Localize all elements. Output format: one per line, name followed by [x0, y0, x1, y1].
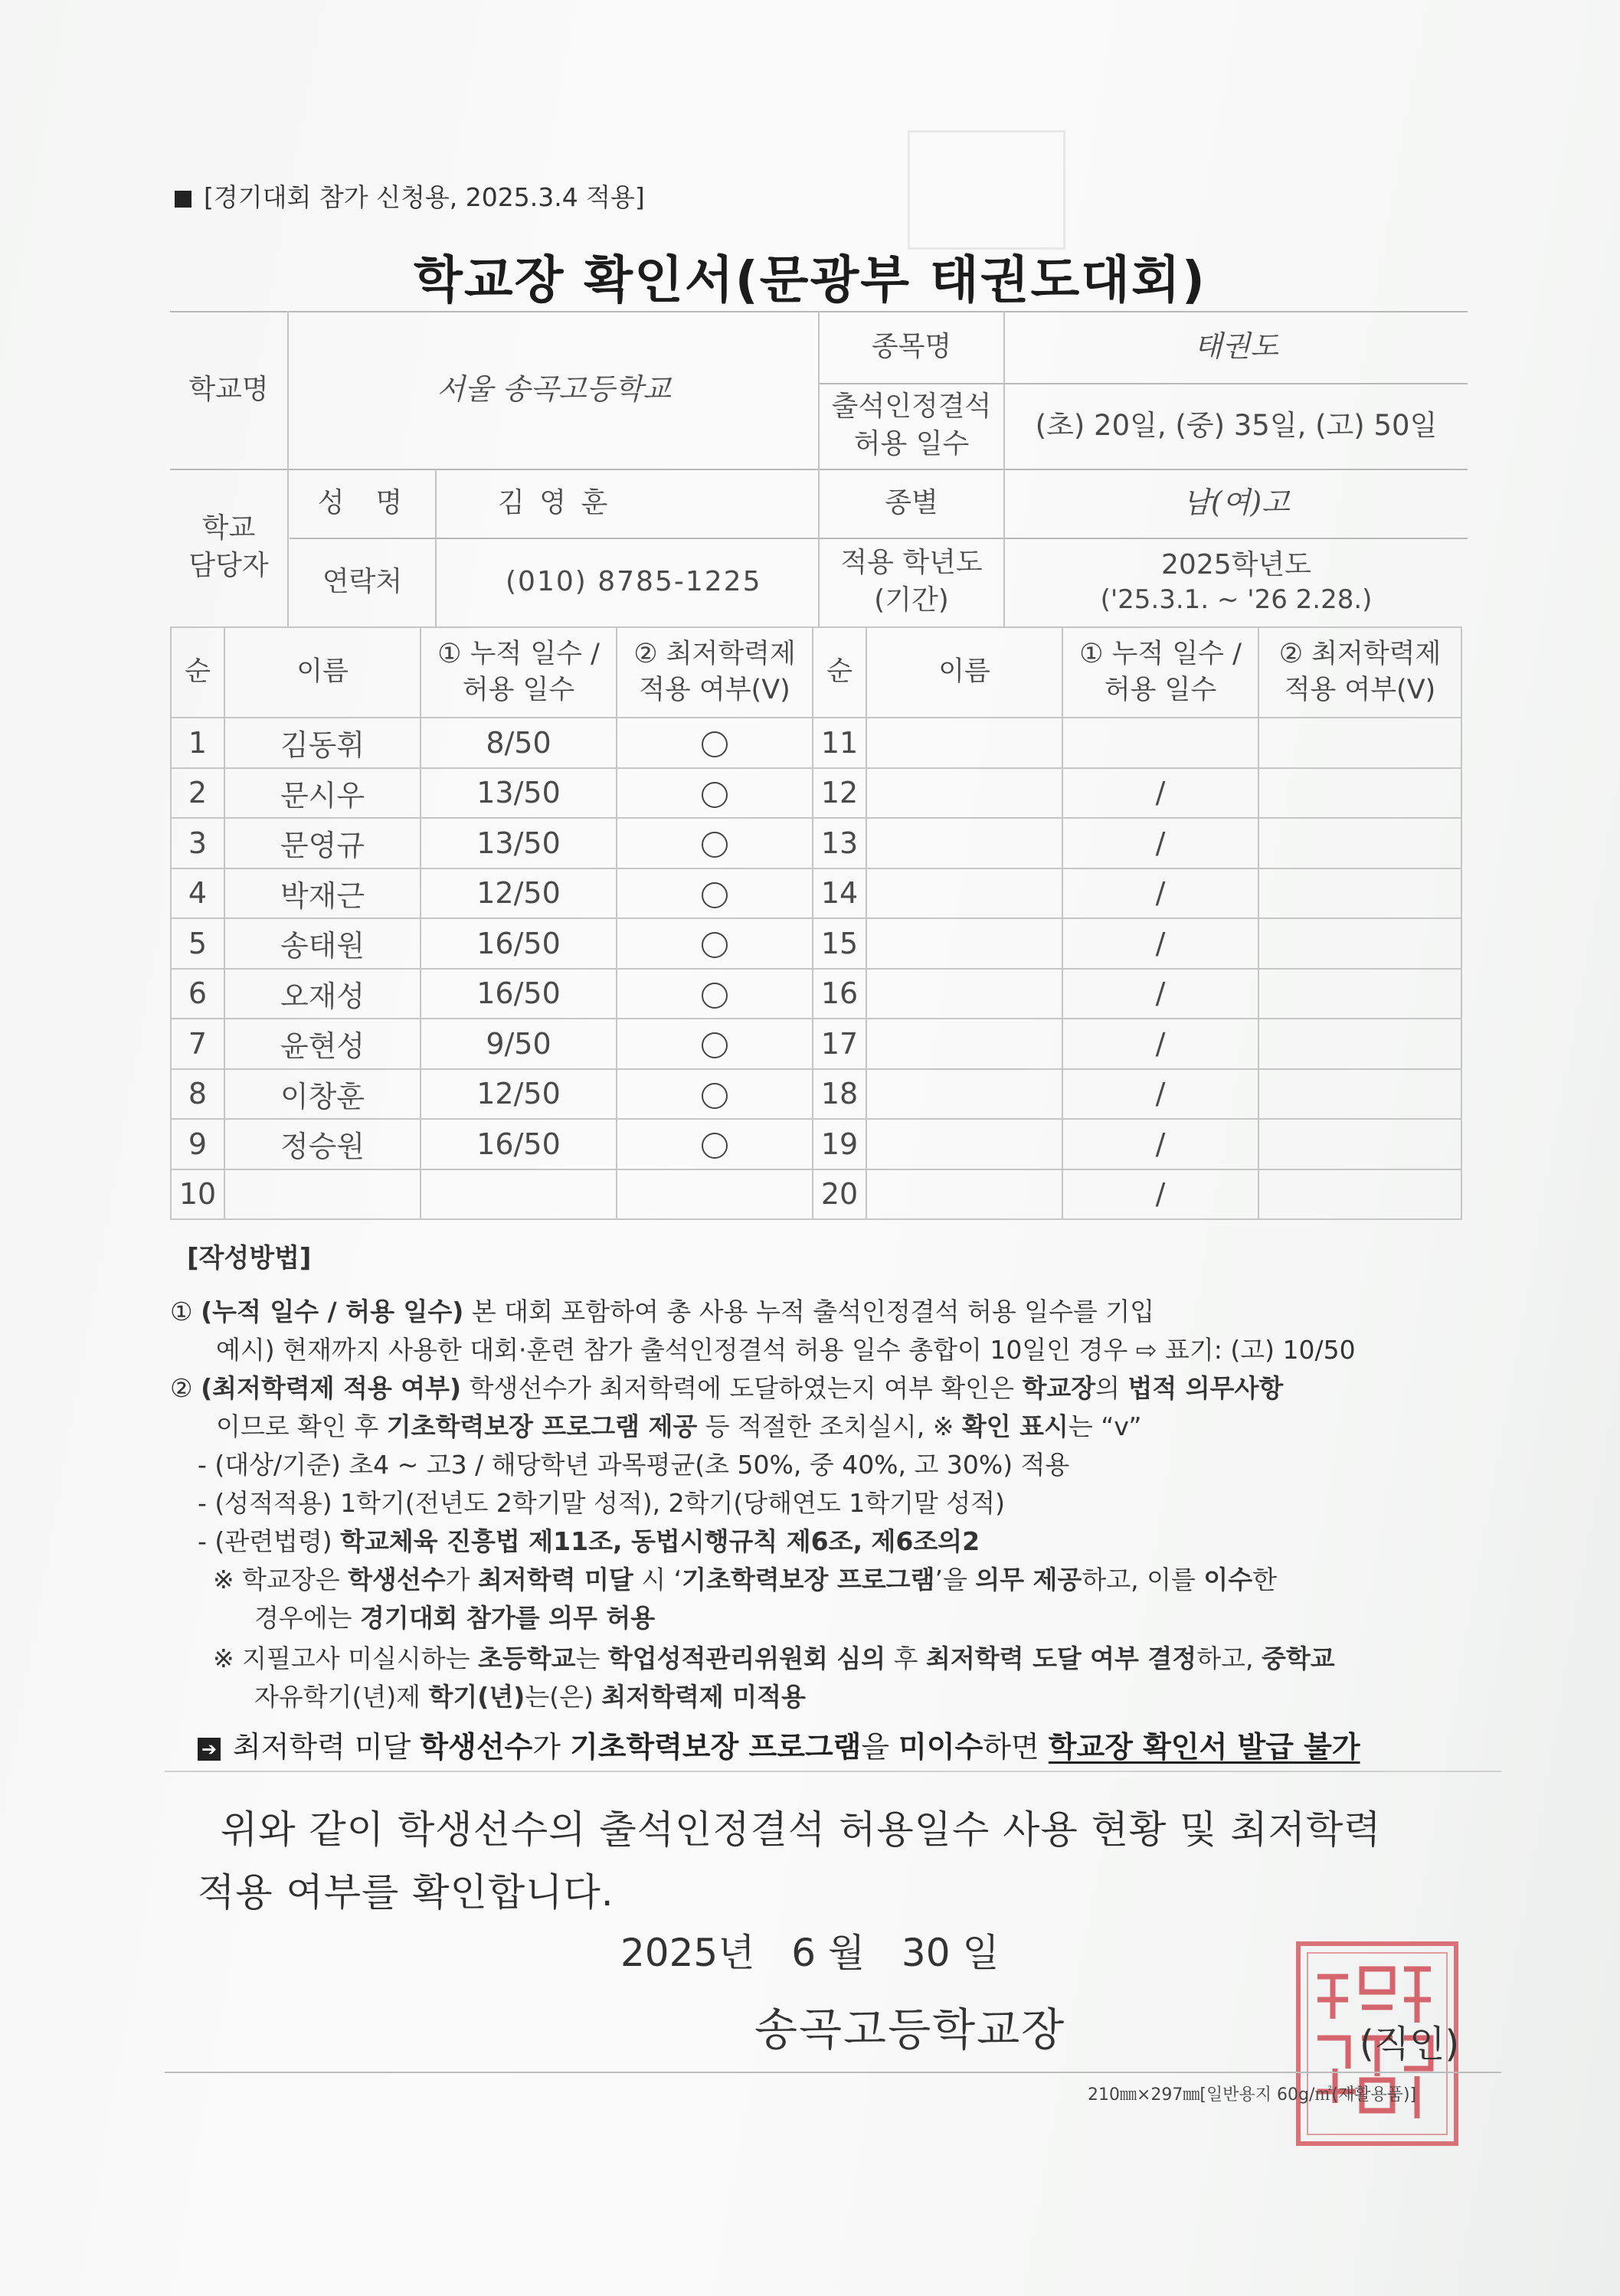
header-name: 이름 [224, 627, 421, 718]
notice-line [198, 1723, 1360, 1765]
circle-mark-icon [702, 1083, 728, 1109]
seal-mark: (직인) [1360, 2023, 1460, 2065]
min-standard-check [617, 818, 813, 868]
row-number: 10 [171, 1169, 224, 1220]
accumulated-days: 13/50 [421, 818, 617, 868]
text: 가 [532, 1730, 571, 1764]
student-name [866, 1019, 1062, 1069]
text: 기초학력보장 프로그램 제공 [386, 1411, 698, 1441]
confirmation-text [198, 1798, 1500, 1924]
header-min-line2: 적용 여부(V) [1284, 675, 1436, 705]
event-label: 종목명 [871, 330, 952, 362]
manager-label-line1: 학교 [201, 512, 256, 545]
year-value-line2: ('25.3.1. ~ '26 2.28.) [1100, 584, 1373, 616]
header-min-line1: ② 최저학력제 [1278, 638, 1442, 669]
year-label-line2: (기간) [874, 584, 949, 616]
year-label [820, 538, 1003, 626]
accumulated-days: / [1062, 1069, 1258, 1120]
student-name: 김동휘 [224, 718, 421, 768]
min-standard-check [1258, 1069, 1461, 1120]
text: - (관련법령) [198, 1526, 341, 1556]
student-table [170, 626, 1462, 1220]
header-no: 순 [171, 627, 224, 718]
text: 이므로 확인 후 [216, 1411, 387, 1441]
student-name: 박재근 [224, 868, 421, 919]
header-days-right [1062, 627, 1258, 718]
text: 초등학교 [478, 1644, 576, 1673]
school-value: 서울 송곡고등학교 [437, 372, 671, 407]
table-row [171, 868, 1461, 919]
header-days-line2: 허용 일수 [1104, 675, 1217, 705]
row-number: 2 [171, 768, 224, 819]
table-row [171, 969, 1461, 1019]
manager-label-line2: 담당자 [188, 550, 269, 581]
student-name: 윤현성 [224, 1019, 421, 1069]
text: ② [170, 1373, 193, 1403]
student-name [866, 969, 1062, 1019]
name-value: 김 영 훈 [498, 486, 611, 518]
faint-stamp-shadow [908, 130, 1065, 250]
min-standard-check [617, 969, 813, 1019]
text: 가 [445, 1565, 479, 1594]
student-name [224, 1169, 421, 1220]
row-number: 9 [171, 1119, 224, 1169]
row-number: 8 [171, 1069, 224, 1120]
instruction-law [198, 1522, 980, 1558]
paper-spec: 210㎜×297㎜[일반용지 60g/㎡(재활용품)] [1088, 2085, 1417, 2105]
text: 하고, 이를 [1082, 1565, 1204, 1594]
student-name: 이창훈 [224, 1069, 421, 1120]
absence-label [820, 383, 1003, 469]
student-name [866, 818, 1062, 868]
instruction-grades: - (성적적용) 1학기(전년도 2학기말 성적), 2학기(당해연도 1학기말 성적) [198, 1488, 1006, 1518]
issue-date: 2025년 6 월 30 일 [620, 1931, 1000, 1975]
text: 학교장 [1022, 1373, 1096, 1403]
instructions-heading: [작성방법] [187, 1243, 312, 1274]
student-name: 문영규 [224, 818, 421, 868]
min-standard-check [1258, 1019, 1461, 1069]
circle-mark-icon [702, 731, 728, 757]
school-label: 학교명 [188, 373, 269, 405]
instruction-target: - (대상/기준) 초4 ~ 고3 / 해당학년 과목평균(초 50%, 중 40%, 고 30%) 적용 [198, 1450, 1070, 1480]
instruction-note-2 [213, 1639, 1335, 1675]
text: 후 [885, 1644, 926, 1673]
text: (최저학력제 적용 여부) [201, 1373, 462, 1403]
row-number: 3 [171, 818, 224, 868]
text: 최저학력제 미적용 [601, 1682, 806, 1712]
accumulated-days: 16/50 [421, 969, 617, 1019]
accumulated-days: 8/50 [421, 718, 617, 768]
arrow-box-icon: ➔ [198, 1738, 221, 1761]
min-standard-check [617, 918, 813, 969]
student-name [866, 1119, 1062, 1169]
min-standard-check [1258, 868, 1461, 919]
event-value: 태권도 [1193, 329, 1279, 364]
min-standard-check [617, 718, 813, 768]
accumulated-days: / [1062, 1169, 1258, 1220]
table-row [171, 1069, 1461, 1120]
header-days-line2: 허용 일수 [462, 675, 575, 705]
text: 는 [575, 1644, 608, 1673]
row-number: 4 [171, 868, 224, 919]
text: ’을 [934, 1565, 976, 1594]
text: 이수 [1203, 1565, 1253, 1594]
student-name: 정승원 [224, 1119, 421, 1169]
accumulated-days: 12/50 [421, 868, 617, 919]
header-days-line1: ① 누적 일수 / [437, 638, 600, 669]
student-name: 송태원 [224, 918, 421, 969]
accumulated-days: 16/50 [421, 918, 617, 969]
gender-label: 종별 [885, 486, 938, 518]
table-row [171, 1119, 1461, 1169]
accumulated-days: / [1062, 768, 1258, 819]
min-standard-check [617, 1119, 813, 1169]
min-standard-check [1258, 768, 1461, 819]
text: 학업성적관리위원회 심의 [607, 1644, 886, 1673]
text: 학생선수가 최저학력에 도달하였는지 여부 확인은 [461, 1373, 1023, 1403]
header-min-line2: 적용 여부(V) [639, 675, 790, 705]
text: 학기(년) [428, 1682, 525, 1712]
student-name [866, 1069, 1062, 1120]
accumulated-days: 9/50 [421, 1019, 617, 1069]
table-row [171, 918, 1461, 969]
text: 학생선수 [420, 1730, 533, 1764]
header-min-right [1258, 627, 1461, 718]
table-row [171, 1019, 1461, 1069]
text: ① [170, 1297, 193, 1326]
instruction-1-example: 예시) 현재까지 사용한 대회·훈련 참가 출석인정결석 허용 일수 총합이 10일인 경우 ⇨ 표기: (고) 10/50 [216, 1335, 1356, 1365]
circle-mark-icon [702, 932, 728, 958]
year-value [1005, 538, 1468, 626]
text: 하면 [983, 1730, 1049, 1764]
text: 경우에는 [254, 1603, 361, 1633]
row-number: 20 [813, 1169, 866, 1220]
row-number: 19 [813, 1119, 866, 1169]
row-number: 1 [171, 718, 224, 768]
instruction-note-1 [213, 1560, 1277, 1596]
row-number: 17 [813, 1019, 866, 1069]
min-standard-check [617, 1069, 813, 1120]
text: 미이수 [898, 1730, 983, 1764]
min-standard-check [617, 868, 813, 919]
header-note [175, 178, 645, 214]
text: 는(은) [525, 1682, 602, 1712]
text: ※ 학교장 [213, 1565, 316, 1594]
text: 기초학력보장 프로그램 [570, 1730, 862, 1764]
header-note-text: [경기대회 참가 신청용, 2025.3.4 적용] [204, 182, 645, 212]
min-standard-check [617, 1169, 813, 1220]
min-standard-check [1258, 718, 1461, 768]
row-number: 16 [813, 969, 866, 1019]
year-value-line1: 2025학년도 [1161, 548, 1311, 581]
accumulated-days: 16/50 [421, 1119, 617, 1169]
confirmation-line1: 위와 같이 학생선수의 출석인정결석 허용일수 사용 현황 및 최저학력 [221, 1807, 1382, 1852]
row-number: 12 [813, 768, 866, 819]
circle-mark-icon [702, 1133, 728, 1159]
absence-label-line1: 출석인정결석 [831, 391, 992, 423]
year-label-line1: 적용 학년도 [840, 547, 983, 579]
gender-value: 남(여)고 [1183, 486, 1290, 520]
row-number: 7 [171, 1019, 224, 1069]
instruction-2 [170, 1369, 1283, 1405]
text: 한 [1252, 1565, 1277, 1594]
row-number: 18 [813, 1069, 866, 1120]
row-number: 13 [813, 818, 866, 868]
text: 등 적절한 조치실시, ※ [697, 1411, 962, 1441]
bottom-divider [165, 2072, 1501, 2073]
text: 경기대회 참가를 의무 허용 [360, 1603, 656, 1633]
table-row [171, 768, 1461, 819]
absence-value: (초) 20일, (중) 35일, (고) 50일 [1035, 409, 1438, 443]
text: 자유학기(년)제 [254, 1682, 429, 1712]
header-no-right: 순 [813, 627, 866, 718]
contact-value: (010) 8785-1225 [506, 565, 762, 597]
student-name: 문시우 [224, 768, 421, 819]
student-name [866, 918, 1062, 969]
accumulated-days [1062, 718, 1258, 768]
text: 을 [861, 1730, 899, 1764]
instruction-2-cont [216, 1407, 1141, 1443]
accumulated-days: / [1062, 868, 1258, 919]
absence-label-line2: 허용 일수 [853, 428, 970, 460]
text: (누적 일수 / 허용 일수) [201, 1297, 464, 1326]
text: 최저학력 도달 여부 결정 [925, 1644, 1197, 1673]
confirmation-line2: 적용 여부를 확인합니다. [198, 1870, 614, 1915]
student-name: 오재성 [224, 969, 421, 1019]
accumulated-days: / [1062, 1119, 1258, 1169]
text: 시 ‘ [633, 1565, 682, 1594]
row-number: 15 [813, 918, 866, 969]
accumulated-days: 12/50 [421, 1069, 617, 1120]
text: 기초학력보장 프로그램 [682, 1565, 935, 1594]
text: 최저학력 미달 [233, 1730, 421, 1764]
square-bullet-icon [175, 191, 191, 208]
circle-mark-icon [702, 782, 728, 808]
min-standard-check [1258, 1119, 1461, 1169]
circle-mark-icon [702, 983, 728, 1009]
instruction-note-2-cont [254, 1677, 806, 1713]
header-min-line1: ② 최저학력제 [633, 638, 796, 669]
row-number: 5 [171, 918, 224, 969]
min-standard-check [1258, 918, 1461, 969]
instruction-1 [170, 1292, 1154, 1328]
divider [165, 1771, 1501, 1772]
table-row [171, 1169, 1461, 1220]
row-number: 11 [813, 718, 866, 768]
text: 학생선수 [348, 1565, 446, 1594]
min-standard-check [617, 768, 813, 819]
min-standard-check [617, 1019, 813, 1069]
min-standard-check [1258, 818, 1461, 868]
text: ※ 지필고사 미실시하는 [213, 1644, 479, 1673]
accumulated-days: / [1062, 918, 1258, 969]
text: 의무 제공 [975, 1565, 1082, 1594]
text: 최저학력 미달 [478, 1565, 633, 1594]
student-name [866, 768, 1062, 819]
text: 중학교 [1261, 1644, 1335, 1673]
text: 의 [1095, 1373, 1128, 1403]
table-header-row [171, 627, 1461, 718]
accumulated-days [421, 1169, 617, 1220]
text: 은 [315, 1565, 349, 1594]
contact-label: 연락처 [322, 565, 403, 597]
header-days-line1: ① 누적 일수 / [1079, 638, 1242, 669]
document-title: 학교장 확인서(문광부 태권도대회) [414, 250, 1206, 309]
text: 법적 의무사항 [1127, 1373, 1284, 1403]
text: 학교장 확인서 발급 불가 [1048, 1730, 1360, 1764]
row-number: 14 [813, 868, 866, 919]
student-name [866, 1169, 1062, 1220]
manager-label [170, 469, 287, 626]
text: 는 “v” [1068, 1411, 1142, 1441]
accumulated-days: / [1062, 818, 1258, 868]
accumulated-days: / [1062, 1019, 1258, 1069]
header-days [421, 627, 617, 718]
header-min [617, 627, 813, 718]
accumulated-days: / [1062, 969, 1258, 1019]
principal-name: 송곡고등학교장 [754, 2003, 1066, 2056]
circle-mark-icon [702, 832, 728, 858]
table-row [171, 718, 1461, 768]
row-number: 6 [171, 969, 224, 1019]
min-standard-check [1258, 969, 1461, 1019]
circle-mark-icon [702, 882, 728, 908]
divider [287, 311, 289, 626]
min-standard-check [1258, 1169, 1461, 1220]
text: 하고, [1196, 1644, 1262, 1673]
circle-mark-icon [702, 1032, 728, 1058]
accumulated-days: 13/50 [421, 768, 617, 819]
text: 본 대회 포함하여 총 사용 누적 출석인정결석 허용 일수를 기입 [463, 1297, 1155, 1326]
table-row [171, 818, 1461, 868]
text: 학교체육 진흥법 제11조, 동법시행규칙 제6조, 제6조의2 [340, 1526, 980, 1556]
name-label: 성 명 [317, 486, 407, 518]
student-name [866, 718, 1062, 768]
instruction-note-1-cont [254, 1598, 655, 1634]
text: 확인 표시 [961, 1411, 1069, 1441]
student-name [866, 868, 1062, 919]
header-name-right: 이름 [866, 627, 1062, 718]
